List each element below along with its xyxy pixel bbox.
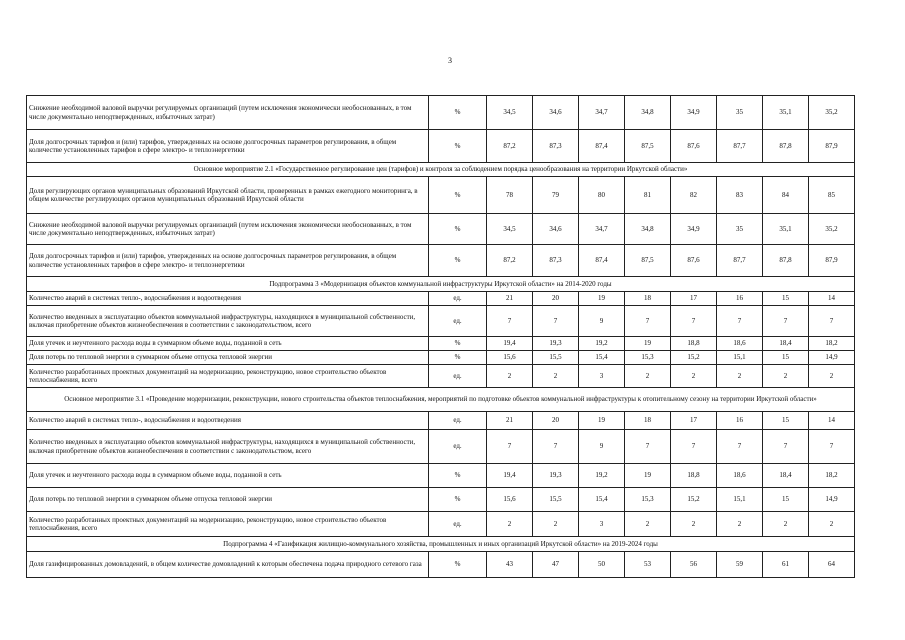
- value-cell: 7: [625, 306, 671, 337]
- value-cell: 87,8: [763, 245, 809, 277]
- value-cell: 35,1: [763, 96, 809, 130]
- value-cell: 18,2: [809, 464, 855, 488]
- value-cell: 19: [579, 412, 625, 430]
- value-cell: 7: [533, 306, 579, 337]
- value-cell: 2: [717, 365, 763, 388]
- unit-cell: %: [429, 552, 487, 578]
- value-cell: 7: [625, 430, 671, 464]
- value-cell: 18,4: [763, 464, 809, 488]
- value-cell: 34,5: [487, 214, 533, 245]
- value-cell: 3: [579, 365, 625, 388]
- value-cell: 14,9: [809, 488, 855, 512]
- table-row: [27, 512, 855, 537]
- table-row: [27, 306, 855, 337]
- value-cell: 9: [579, 306, 625, 337]
- section-row: [27, 277, 855, 292]
- value-cell: 15: [763, 488, 809, 512]
- value-cell: 19,4: [487, 464, 533, 488]
- value-cell: 7: [671, 430, 717, 464]
- indicator-name: Доля газифицированных домовладений, в общем количестве домовладений к которым обеспечена подача природного сетевого газа: [27, 552, 429, 578]
- table-row: [27, 552, 855, 578]
- value-cell: 9: [579, 430, 625, 464]
- value-cell: 79: [533, 177, 579, 214]
- value-cell: 7: [487, 306, 533, 337]
- value-cell: 7: [717, 306, 763, 337]
- value-cell: 2: [809, 365, 855, 388]
- value-cell: 43: [487, 552, 533, 578]
- indicator-name: Количество аварий в системах тепло-, водоснабжения и водоотведения: [27, 292, 429, 306]
- value-cell: 20: [533, 292, 579, 306]
- value-cell: 15: [763, 292, 809, 306]
- table-row: [27, 214, 855, 245]
- value-cell: 7: [533, 430, 579, 464]
- value-cell: 7: [671, 306, 717, 337]
- value-cell: 84: [763, 177, 809, 214]
- value-cell: 17: [671, 412, 717, 430]
- value-cell: 3: [579, 512, 625, 537]
- table-row: [27, 430, 855, 464]
- value-cell: 15,3: [625, 488, 671, 512]
- value-cell: 15,6: [487, 351, 533, 365]
- value-cell: 34,7: [579, 96, 625, 130]
- value-cell: 80: [579, 177, 625, 214]
- value-cell: 47: [533, 552, 579, 578]
- unit-cell: %: [429, 177, 487, 214]
- value-cell: 18,6: [717, 337, 763, 351]
- value-cell: 21: [487, 292, 533, 306]
- value-cell: 2: [671, 512, 717, 537]
- value-cell: 2: [763, 365, 809, 388]
- section-title: Основное мероприятие 2.1 «Государственное регулирование цен (тарифов) и контроля за соблюдением порядка ценообразования на территории Иркутской области»: [27, 163, 855, 177]
- value-cell: 34,7: [579, 214, 625, 245]
- value-cell: 18,6: [717, 464, 763, 488]
- value-cell: 15,5: [533, 351, 579, 365]
- value-cell: 87,4: [579, 130, 625, 163]
- value-cell: 19: [625, 337, 671, 351]
- value-cell: 19,4: [487, 337, 533, 351]
- value-cell: 87,3: [533, 130, 579, 163]
- value-cell: 18: [625, 412, 671, 430]
- value-cell: 15,4: [579, 351, 625, 365]
- unit-cell: %: [429, 464, 487, 488]
- unit-cell: %: [429, 337, 487, 351]
- value-cell: 16: [717, 412, 763, 430]
- table-body: [27, 96, 855, 578]
- unit-cell: %: [429, 351, 487, 365]
- value-cell: 64: [809, 552, 855, 578]
- section-title: Основное мероприятие 3.1 «Проведение модернизации, реконструкции, нового строительства объектов теплоснабжения, мероприятий по подготовке объектов коммунальной инфраструктуры к отопительному сезону на территории Иркутской области»: [27, 388, 855, 412]
- section-row: [27, 388, 855, 412]
- value-cell: 15: [763, 351, 809, 365]
- value-cell: 87,2: [487, 245, 533, 277]
- indicators-table: [26, 95, 855, 578]
- indicator-name: Доля утечек и неучтенного расхода воды в суммарном объеме воды, поданной в сеть: [27, 337, 429, 351]
- value-cell: 7: [809, 306, 855, 337]
- value-cell: 2: [487, 512, 533, 537]
- indicator-name: Доля долгосрочных тарифов и (или) тарифов, утвержденных на основе долгосрочных параметров регулирования, в общем количестве установленных тарифов в сфере электро- и теплоэнергетики: [27, 130, 429, 163]
- value-cell: 34,9: [671, 214, 717, 245]
- value-cell: 15,3: [625, 351, 671, 365]
- table-row: [27, 464, 855, 488]
- value-cell: 78: [487, 177, 533, 214]
- value-cell: 87,7: [717, 130, 763, 163]
- value-cell: 14: [809, 292, 855, 306]
- unit-cell: ед.: [429, 365, 487, 388]
- table-row: [27, 412, 855, 430]
- value-cell: 19,2: [579, 464, 625, 488]
- value-cell: 18,2: [809, 337, 855, 351]
- value-cell: 21: [487, 412, 533, 430]
- unit-cell: ед.: [429, 430, 487, 464]
- value-cell: 87,6: [671, 245, 717, 277]
- value-cell: 35,2: [809, 214, 855, 245]
- unit-cell: %: [429, 214, 487, 245]
- value-cell: 2: [717, 512, 763, 537]
- unit-cell: %: [429, 96, 487, 130]
- value-cell: 15,5: [533, 488, 579, 512]
- value-cell: 15,2: [671, 351, 717, 365]
- value-cell: 17: [671, 292, 717, 306]
- value-cell: 87,2: [487, 130, 533, 163]
- value-cell: 85: [809, 177, 855, 214]
- value-cell: 35: [717, 214, 763, 245]
- value-cell: 7: [763, 306, 809, 337]
- value-cell: 18: [625, 292, 671, 306]
- value-cell: 50: [579, 552, 625, 578]
- indicator-name: Снижение необходимой валовой выручки регулируемых организаций (путем исключения экономически необоснованных, в том числе документально неподтвержденных, избыточных затрат): [27, 96, 429, 130]
- value-cell: 15,1: [717, 351, 763, 365]
- value-cell: 7: [487, 430, 533, 464]
- table-row: [27, 351, 855, 365]
- unit-cell: ед.: [429, 306, 487, 337]
- value-cell: 19,3: [533, 337, 579, 351]
- section-title: Подпрограмма 3 «Модернизация объектов коммунальной инфраструктуры Иркутской области» на 2014-2020 годы: [27, 277, 855, 292]
- value-cell: 2: [625, 512, 671, 537]
- value-cell: 61: [763, 552, 809, 578]
- value-cell: 19: [579, 292, 625, 306]
- value-cell: 15,1: [717, 488, 763, 512]
- value-cell: 87,9: [809, 245, 855, 277]
- value-cell: 14,9: [809, 351, 855, 365]
- value-cell: 87,9: [809, 130, 855, 163]
- value-cell: 15,4: [579, 488, 625, 512]
- value-cell: 15,6: [487, 488, 533, 512]
- unit-cell: ед.: [429, 412, 487, 430]
- value-cell: 35,2: [809, 96, 855, 130]
- value-cell: 2: [487, 365, 533, 388]
- table-row: [27, 177, 855, 214]
- table-row: [27, 245, 855, 277]
- value-cell: 87,6: [671, 130, 717, 163]
- value-cell: 19,3: [533, 464, 579, 488]
- value-cell: 2: [763, 512, 809, 537]
- value-cell: 2: [625, 365, 671, 388]
- unit-cell: ед.: [429, 512, 487, 537]
- indicator-name: Доля утечек и неучтенного расхода воды в суммарном объеме воды, поданной в сеть: [27, 464, 429, 488]
- value-cell: 87,4: [579, 245, 625, 277]
- value-cell: 19,2: [579, 337, 625, 351]
- value-cell: 34,8: [625, 96, 671, 130]
- value-cell: 87,5: [625, 245, 671, 277]
- value-cell: 34,6: [533, 214, 579, 245]
- table-row: [27, 96, 855, 130]
- value-cell: 18,8: [671, 337, 717, 351]
- table-row: [27, 337, 855, 351]
- indicator-name: Количество введенных в эксплуатацию объектов коммунальной инфраструктуры, находящихся в муниципальной собственности, включая приобретение объектов жизнеобеспечения в соответствии с законодательством, всего: [27, 306, 429, 337]
- value-cell: 18,8: [671, 464, 717, 488]
- section-title: Подпрограмма 4 «Газификация жилищно-коммунального хозяйства, промышленных и иных организаций Иркутской области» на 2019-2024 годы: [27, 537, 855, 552]
- value-cell: 82: [671, 177, 717, 214]
- value-cell: 34,9: [671, 96, 717, 130]
- table-row: [27, 292, 855, 306]
- value-cell: 87,7: [717, 245, 763, 277]
- unit-cell: %: [429, 245, 487, 277]
- value-cell: 15: [763, 412, 809, 430]
- indicator-name: Доля потерь по тепловой энергии в суммарном объеме отпуска тепловой энергии: [27, 488, 429, 512]
- value-cell: 87,5: [625, 130, 671, 163]
- value-cell: 34,8: [625, 214, 671, 245]
- indicator-name: Количество разработанных проектных документаций на модернизацию, реконструкцию, новое строительство объектов теплоснабжения, всего: [27, 365, 429, 388]
- indicator-name: Количество аварий в системах тепло-, водоснабжения и водоотведения: [27, 412, 429, 430]
- value-cell: 35: [717, 96, 763, 130]
- table-row: [27, 488, 855, 512]
- table-row: [27, 365, 855, 388]
- value-cell: 35,1: [763, 214, 809, 245]
- value-cell: 2: [671, 365, 717, 388]
- value-cell: 20: [533, 412, 579, 430]
- value-cell: 19: [625, 464, 671, 488]
- value-cell: 2: [533, 365, 579, 388]
- value-cell: 7: [763, 430, 809, 464]
- unit-cell: %: [429, 488, 487, 512]
- value-cell: 2: [809, 512, 855, 537]
- unit-cell: %: [429, 130, 487, 163]
- page-number: 3: [448, 56, 452, 65]
- indicator-name: Количество введенных в эксплуатацию объектов коммунальной инфраструктуры, находящихся в муниципальной собственности, включая приобретение объектов жизнеобеспечения в соответствии с законодательством, всего: [27, 430, 429, 464]
- indicator-name: Доля регулирующих органов муниципальных образований Иркутской области, проверенных в рамках ежегодного мониторинга, в общем количестве регулирующих органов муниципальных образований Иркутской области: [27, 177, 429, 214]
- value-cell: 16: [717, 292, 763, 306]
- value-cell: 14: [809, 412, 855, 430]
- table-row: [27, 130, 855, 163]
- value-cell: 59: [717, 552, 763, 578]
- value-cell: 56: [671, 552, 717, 578]
- section-row: [27, 537, 855, 552]
- value-cell: 34,5: [487, 96, 533, 130]
- unit-cell: ед.: [429, 292, 487, 306]
- section-row: [27, 163, 855, 177]
- value-cell: 7: [809, 430, 855, 464]
- value-cell: 34,6: [533, 96, 579, 130]
- value-cell: 18,4: [763, 337, 809, 351]
- indicator-name: Доля долгосрочных тарифов и (или) тарифов, утвержденных на основе долгосрочных параметров регулирования, в общем количестве установленных тарифов в сфере электро- и теплоэнергетики: [27, 245, 429, 277]
- indicator-name: Количество разработанных проектных документаций на модернизацию, реконструкцию, новое строительство объектов теплоснабжения, всего: [27, 512, 429, 537]
- value-cell: 81: [625, 177, 671, 214]
- value-cell: 87,8: [763, 130, 809, 163]
- value-cell: 87,3: [533, 245, 579, 277]
- value-cell: 53: [625, 552, 671, 578]
- value-cell: 2: [533, 512, 579, 537]
- indicator-name: Снижение необходимой валовой выручки регулируемых организаций (путем исключения экономически необоснованных, в том числе документально неподтвержденных, избыточных затрат): [27, 214, 429, 245]
- indicator-name: Доля потерь по тепловой энергии в суммарном объеме отпуска тепловой энергии: [27, 351, 429, 365]
- value-cell: 7: [717, 430, 763, 464]
- value-cell: 15,2: [671, 488, 717, 512]
- value-cell: 83: [717, 177, 763, 214]
